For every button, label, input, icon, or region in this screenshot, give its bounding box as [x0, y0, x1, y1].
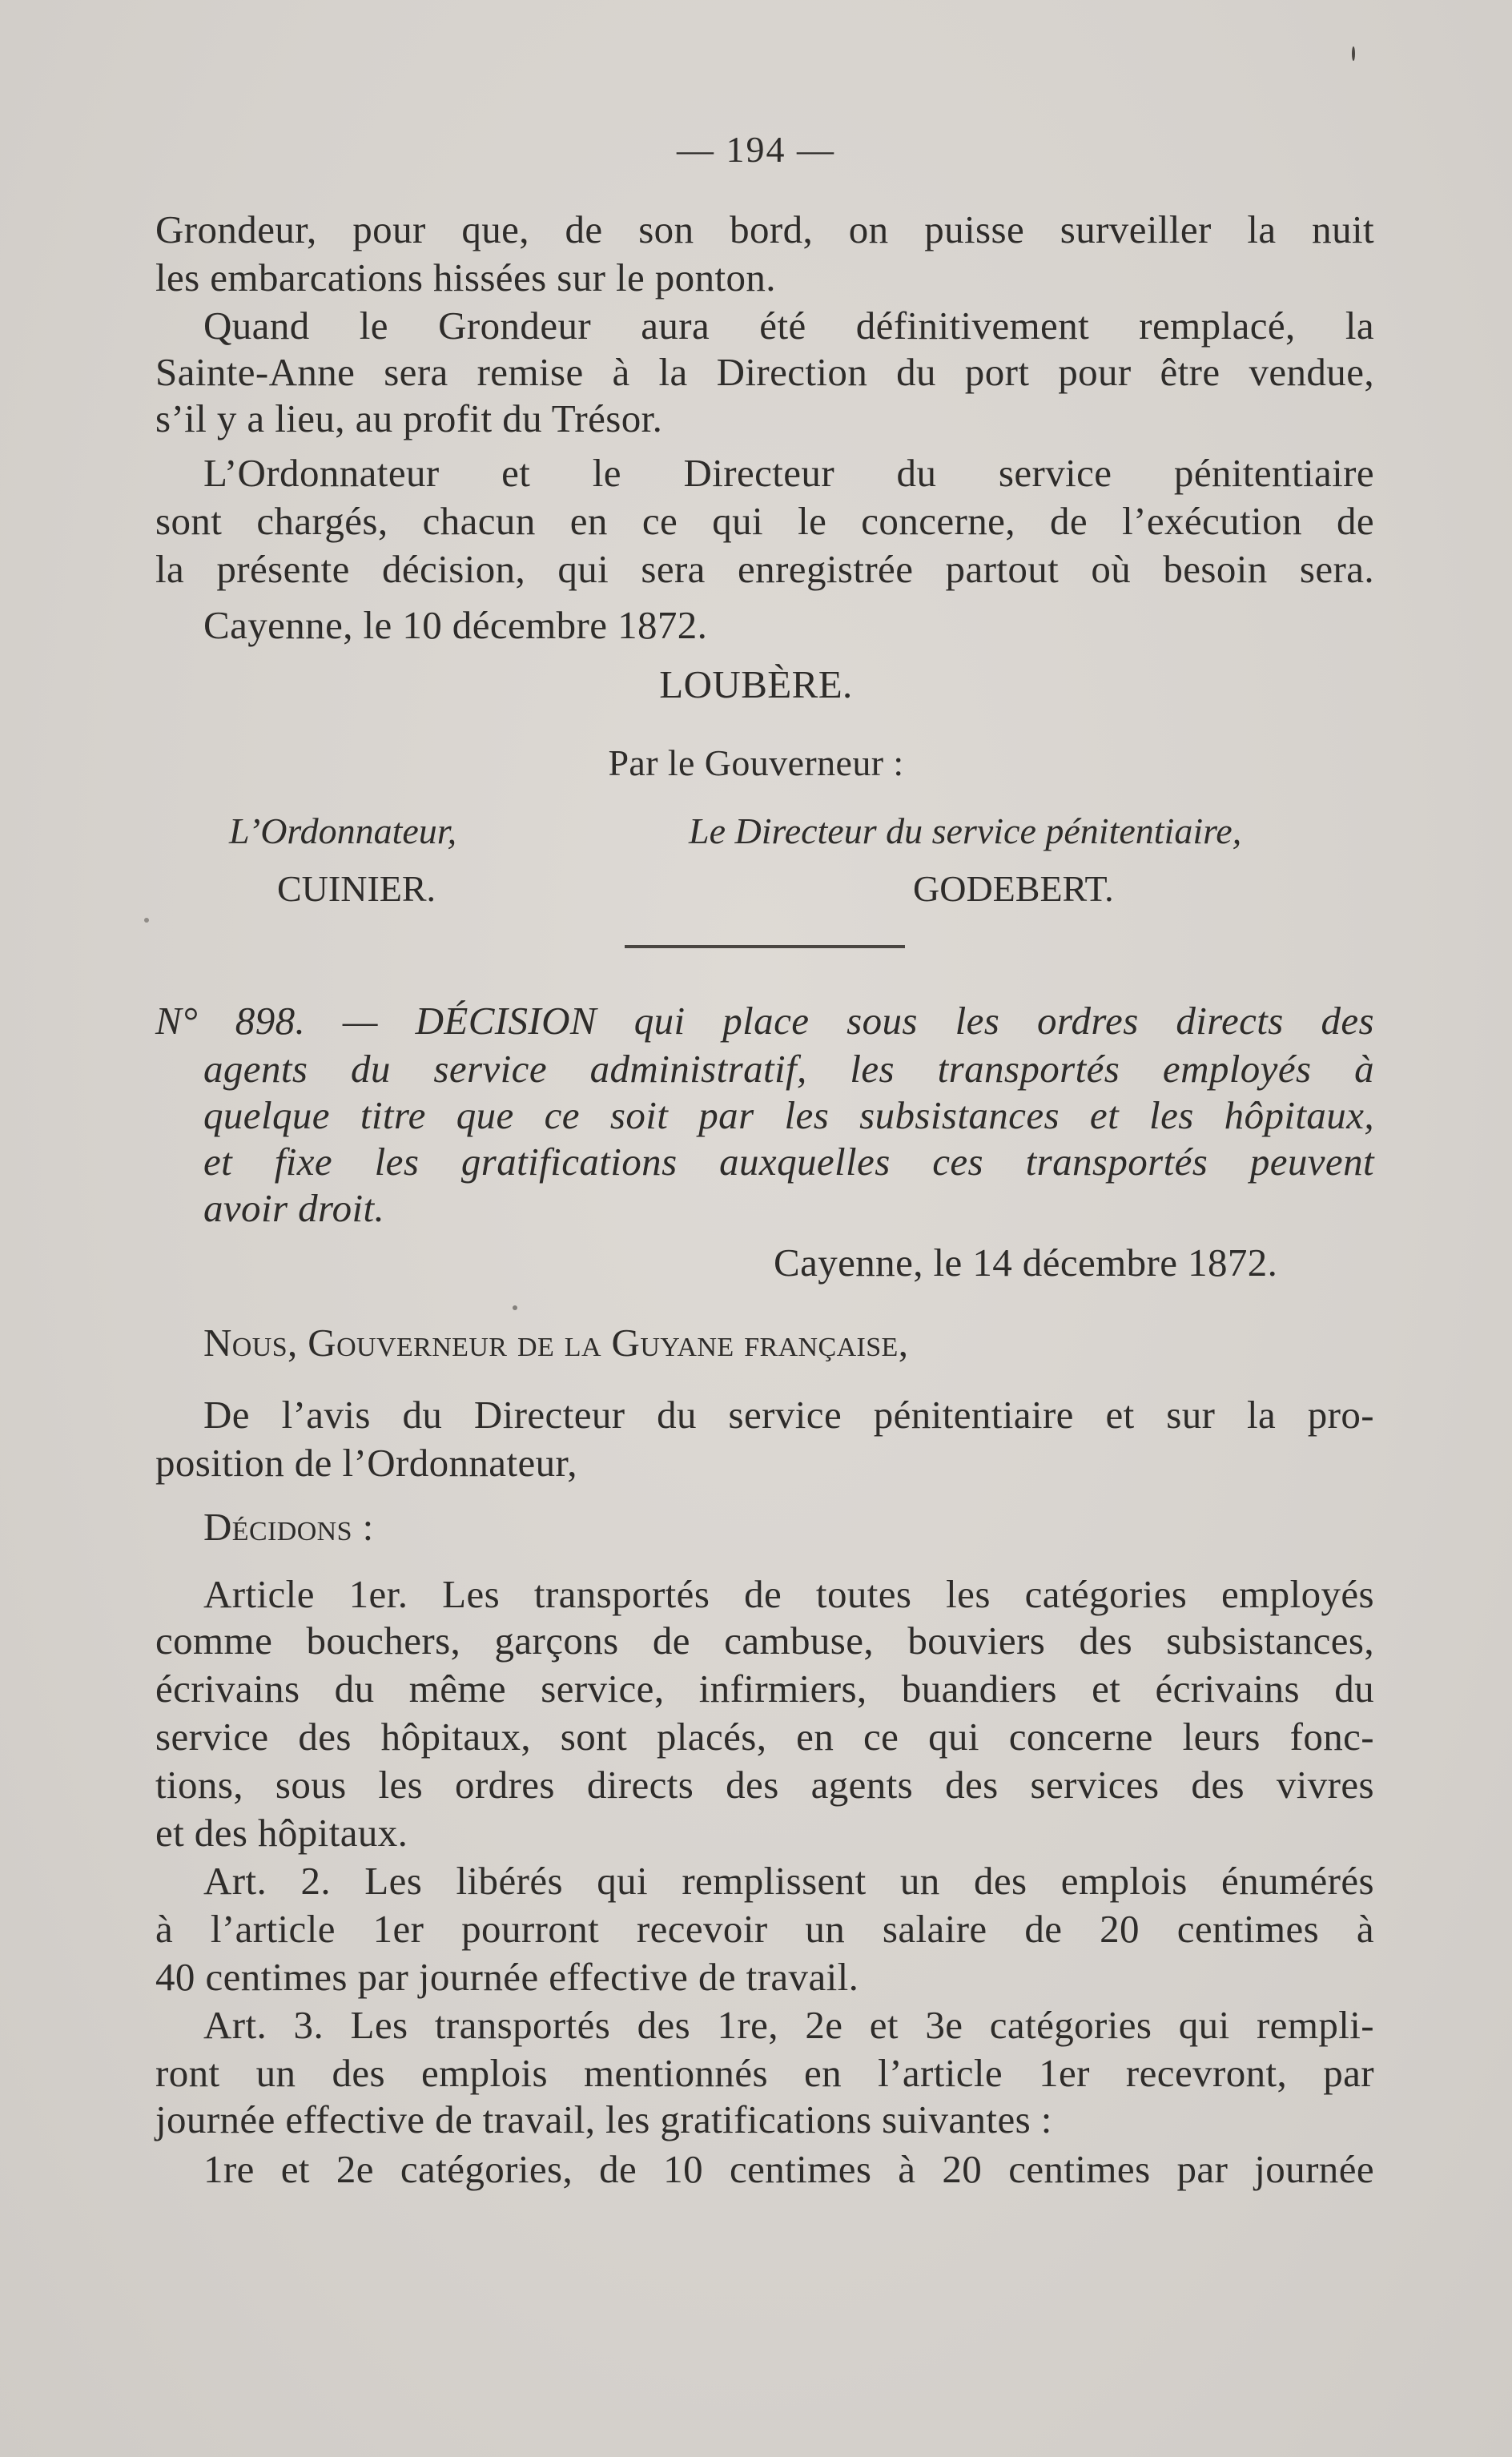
text-line: position de l’Ordonnateur, [155, 1441, 577, 1485]
paper-speck [144, 918, 149, 923]
article-2-line: à l’article 1er pourront recevoir un salaire de 20 centimes à [155, 1907, 1374, 1951]
article-1-line: comme bouchers, garçons de cambuse, bouviers des subsistances, [155, 1619, 1374, 1663]
article-1-line: service des hôpitaux, sont placés, en ce qui concerne leurs fonc- [155, 1715, 1374, 1759]
decision-summary-line: et fixe les gratifications auxquelles ces transportés peuvent [203, 1140, 1374, 1184]
decision-summary-line: quelque titre que ce soit par les subsistances et les hôpitaux, [203, 1093, 1374, 1137]
article-1-line: Article 1er. Les transportés de toutes les catégories employés [203, 1572, 1374, 1616]
ordonnateur-name: CUINIER. [277, 868, 436, 909]
text-line: Grondeur, pour que, de son bord, on puisse surveiller la nuit [155, 207, 1374, 251]
article-1-line: écrivains du même service, infirmiers, buandiers et écrivains du [155, 1667, 1374, 1711]
signature-governor: LOUBÈRE. [659, 662, 853, 706]
text-line: s’il y a lieu, au profit du Trésor. [155, 396, 663, 440]
dateline: Cayenne, le 10 décembre 1872. [203, 603, 708, 647]
by-governor-label: Par le Gouverneur : [608, 742, 904, 783]
article-2-line: 40 centimes par journée effective de travail. [155, 1955, 859, 1999]
text-line: sont chargés, chacun en ce qui le concerne, de l’exécution de [155, 499, 1374, 543]
article-3-line: journée effective de travail, les gratifications suivantes : [155, 2097, 1052, 2141]
separator-rule [625, 945, 905, 948]
decision-heading [155, 998, 1374, 1044]
text-line: la présente décision, qui sera enregistrée partout où besoin sera. [155, 547, 1374, 591]
page-number: — 194 — [677, 129, 835, 170]
paper-speck [513, 1305, 517, 1310]
article-3-line: 1re et 2e catégories, de 10 centimes à 20 centimes par journée [203, 2147, 1374, 2191]
directeur-title: Le Directeur du service pénitentiaire, [689, 810, 1242, 851]
text-line: les embarcations hissées sur le ponton. [155, 255, 776, 300]
article-1-line: et des hôpitaux. [155, 1811, 408, 1855]
article-2-line: Art. 2. Les libérés qui remplissent un des emplois énumérés [203, 1859, 1374, 1903]
text-line: L’Ordonnateur et le Directeur du service pénitentiaire [203, 451, 1374, 495]
text-line: Sainte-Anne sera remise à la Direction du port pour être vendue, [155, 350, 1374, 394]
decidons-label: Décidons : [203, 1505, 374, 1549]
ordonnateur-title: L’Ordonnateur, [229, 810, 457, 851]
decision-summary-line: avoir droit. [203, 1186, 385, 1230]
decision-heading-text: N° 898. — DÉCISION qui place sous les ordres directs des [155, 999, 1374, 1043]
directeur-name: GODEBERT. [913, 868, 1114, 909]
decision-summary-line: agents du service administratif, les transportés employés à [203, 1047, 1374, 1091]
text-line: Quand le Grondeur aura été définitivement remplacé, la [203, 304, 1374, 348]
paper-speck [1352, 46, 1355, 61]
decision-dateline: Cayenne, le 14 décembre 1872. [774, 1241, 1278, 1285]
article-1-line: tions, sous les ordres directs des agents des services des vivres [155, 1763, 1374, 1807]
article-3-line: ront un des emplois mentionnés en l’article 1er recevront, par [155, 2051, 1374, 2095]
preamble-line: Nous, Gouverneur de la Guyane française, [203, 1321, 909, 1365]
article-3-line: Art. 3. Les transportés des 1re, 2e et 3e catégories qui rempli- [203, 2003, 1374, 2047]
text-line: De l’avis du Directeur du service pénitentiaire et sur la pro- [203, 1393, 1374, 1437]
